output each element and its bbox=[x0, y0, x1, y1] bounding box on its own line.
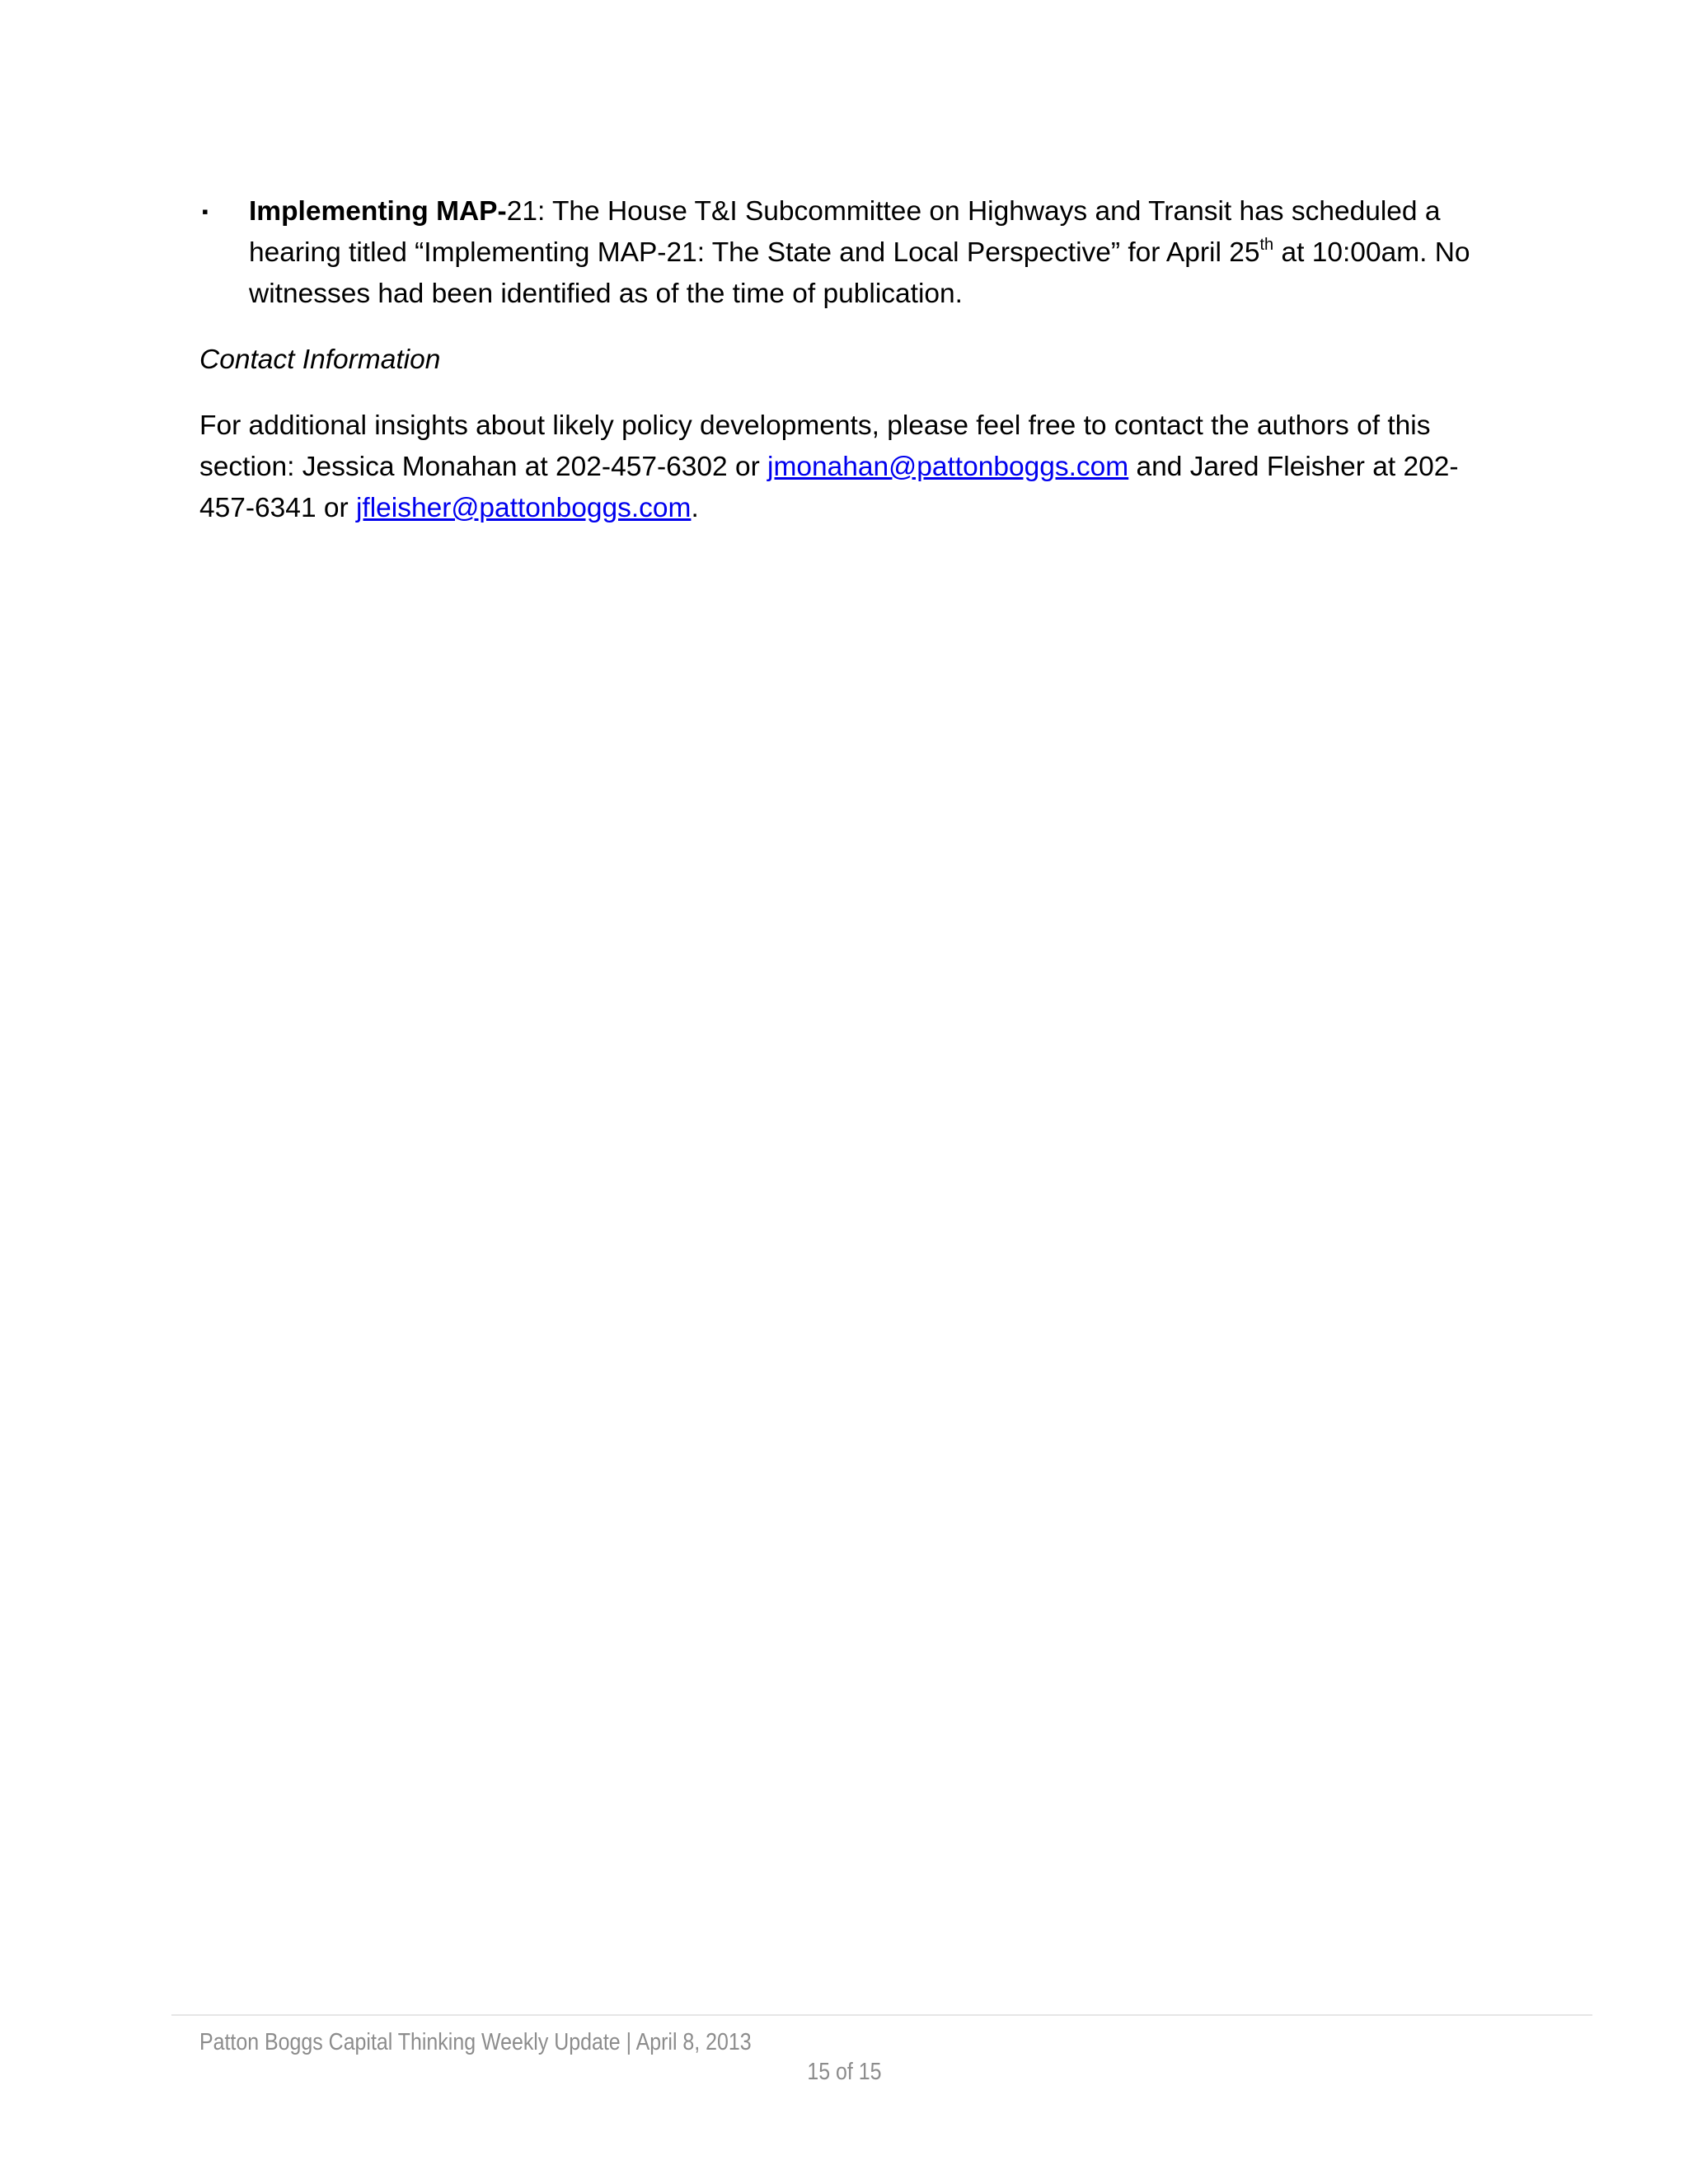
contact-text-part-2: and Jared Fleisher at 202-457-6341 or bbox=[199, 452, 1459, 523]
contact-text-part-3: . bbox=[691, 493, 699, 523]
bullet-title: Implementing MAP- bbox=[249, 196, 507, 227]
footer-page-number-row bbox=[0, 2059, 1688, 2086]
footer-page-number: 15 of 15 bbox=[806, 2059, 882, 2085]
footer-publication-title: Patton Boggs Capital Thinking Weekly Update | April 8, 2013 bbox=[199, 2029, 752, 2055]
footer-divider bbox=[171, 2014, 1592, 2016]
page-content bbox=[199, 191, 1502, 529]
square-bullet-icon: ▪ bbox=[202, 201, 209, 222]
email-link-jmonahan[interactable]: jmonahan@pattonboggs.com bbox=[767, 452, 1129, 482]
email-link-jfleisher[interactable]: jfleisher@pattonboggs.com bbox=[355, 493, 692, 523]
bullet-text-part-2: at 10:00am. No witnesses had been identified as of the time of publication. bbox=[249, 237, 1470, 309]
bullet-item-implementing-map21 bbox=[199, 191, 1502, 315]
contact-text-part-1: For additional insights about likely policy developments, please feel free to contact the authors of this section: Jessica Monahan at 202-457-6302 or bbox=[199, 410, 1431, 482]
bullet-text-part-1: 21: The House T&I Subcommittee on Highways and Transit has scheduled a hearing titled “Implementing MAP-21: The State and Local Perspective” for April 25 bbox=[249, 196, 1441, 268]
contact-information-heading: Contact Information bbox=[199, 344, 441, 375]
ordinal-superscript: th bbox=[1259, 236, 1274, 254]
contact-paragraph bbox=[199, 405, 1502, 529]
